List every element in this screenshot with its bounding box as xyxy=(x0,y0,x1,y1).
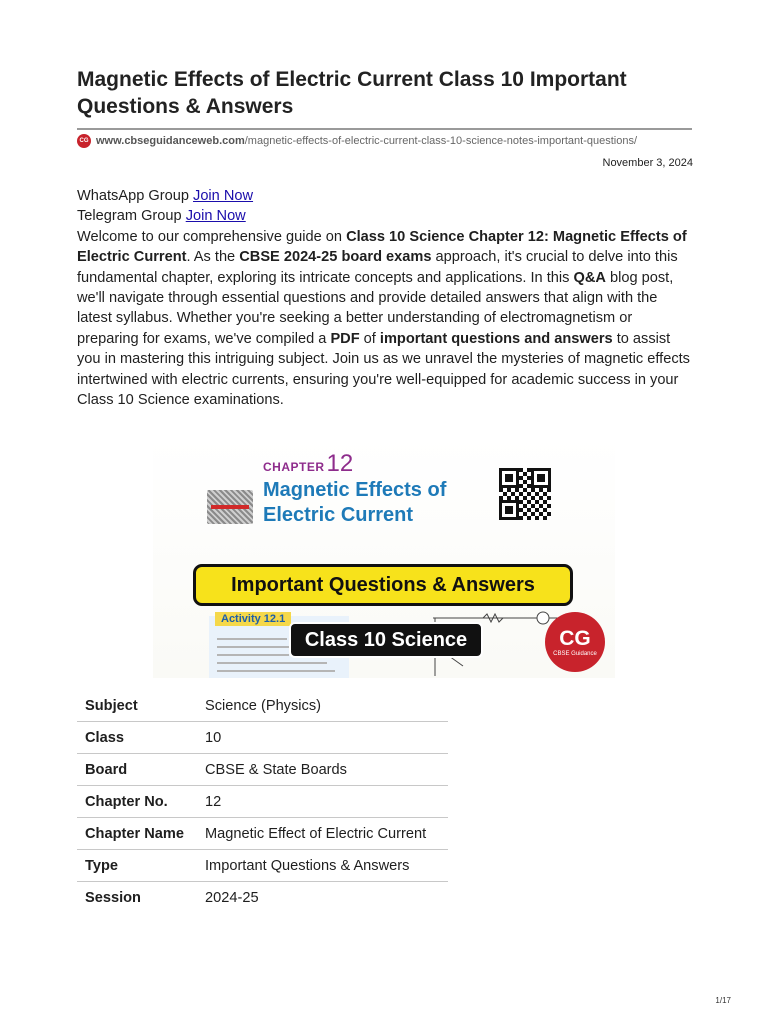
intro-bold: important questions and answers xyxy=(379,330,613,347)
intro-text: . As the xyxy=(186,249,240,266)
row-key: Subject xyxy=(77,690,197,722)
intro-paragraph xyxy=(77,227,695,411)
row-key: Class xyxy=(77,722,197,754)
row-value: CBSE & State Boards xyxy=(197,754,448,786)
intro-text: to assist you in mastering this intriguing subject. Join us as we unravel the mysteries of magnetic effects intertwined with electric currents, ensuring you're well-equipped for academic success in your Class 10 Science examinations. xyxy=(77,330,690,409)
page-number: 1/17 xyxy=(715,996,731,1005)
class-10-science-label: Class 10 Science xyxy=(289,622,483,658)
publish-date: November 3, 2024 xyxy=(602,157,693,169)
table-row xyxy=(77,754,448,786)
title-divider xyxy=(77,128,692,130)
source-path: /magnetic-effects-of-electric-current-class-10-science-notes-important-questions/ xyxy=(244,135,638,147)
intro-text: blog post, we'll navigate through essential questions and provide detailed answers that align with the latest syllabus. Whether you're seeking a better understanding of electromagnetism or preparing for exams, we've compiled a xyxy=(77,269,674,347)
source-url[interactable] xyxy=(77,134,637,148)
row-key: Chapter Name xyxy=(77,818,197,850)
logo-subtext: CBSE Guidance xyxy=(553,650,597,657)
row-key: Chapter No. xyxy=(77,786,197,818)
cbse-guidance-logo xyxy=(545,612,605,672)
telegram-join-link[interactable]: Join Now xyxy=(185,208,246,225)
intro-bold: PDF xyxy=(330,330,360,347)
important-qa-banner: Important Questions & Answers xyxy=(193,564,573,606)
article-body xyxy=(77,186,695,410)
row-value: Important Questions & Answers xyxy=(197,850,448,882)
intro-text: of xyxy=(359,330,380,347)
table-row xyxy=(77,882,448,914)
row-value: Science (Physics) xyxy=(197,690,448,722)
row-value: 2024-25 xyxy=(205,889,259,906)
intro-bold: Q&A xyxy=(573,269,606,286)
whatsapp-label: WhatsApp Group xyxy=(77,188,189,204)
row-key: Board xyxy=(77,754,197,786)
logo-text: CG xyxy=(559,626,591,650)
whatsapp-join-link[interactable]: Join Now xyxy=(193,188,254,204)
row-value: 12 xyxy=(197,786,448,818)
intro-text: approach, it's crucial to delve into this fundamental chapter, exploring its intricate concepts and applications. In this xyxy=(77,249,678,286)
source-domain: www.cbseguidanceweb.com xyxy=(96,135,245,147)
intro-text: Welcome to our comprehensive guide on xyxy=(77,228,347,245)
chapter-info-table xyxy=(77,690,448,913)
chapter-word: CHAPTER xyxy=(263,460,325,474)
table-row xyxy=(77,786,448,818)
intro-bold: CBSE 2024-25 board exams xyxy=(239,249,432,266)
chapter-num: 12 xyxy=(326,450,354,477)
site-logo-icon: CG xyxy=(77,134,91,148)
table-row xyxy=(77,850,448,882)
telegram-row xyxy=(77,206,695,226)
table-row xyxy=(77,690,448,722)
chapter-banner-image xyxy=(153,436,615,678)
row-value: Magnetic Effect of Electric Current xyxy=(197,818,448,850)
qr-code-icon xyxy=(499,468,551,520)
activity-label: Activity 12.1 xyxy=(215,612,291,626)
row-key: Session xyxy=(85,889,141,906)
whatsapp-row xyxy=(77,186,695,206)
banner-title-line: Magnetic Effects of xyxy=(263,479,447,501)
table-row xyxy=(77,722,448,754)
banner-chapter-title xyxy=(263,478,446,528)
row-key: Type xyxy=(77,850,197,882)
table-row xyxy=(77,818,448,850)
telegram-label: Telegram Group xyxy=(77,208,182,225)
page-title: Magnetic Effects of Electric Current Class 10 Important Questions & Answers xyxy=(77,68,627,118)
intro-bold: Class 10 Science Chapter 12: Magnetic Effects of Electric Current xyxy=(77,228,687,266)
magnet-photo xyxy=(207,490,253,524)
row-value: 10 xyxy=(197,722,448,754)
chapter-number xyxy=(263,450,353,478)
banner-title-line: Electric Current xyxy=(263,504,414,526)
